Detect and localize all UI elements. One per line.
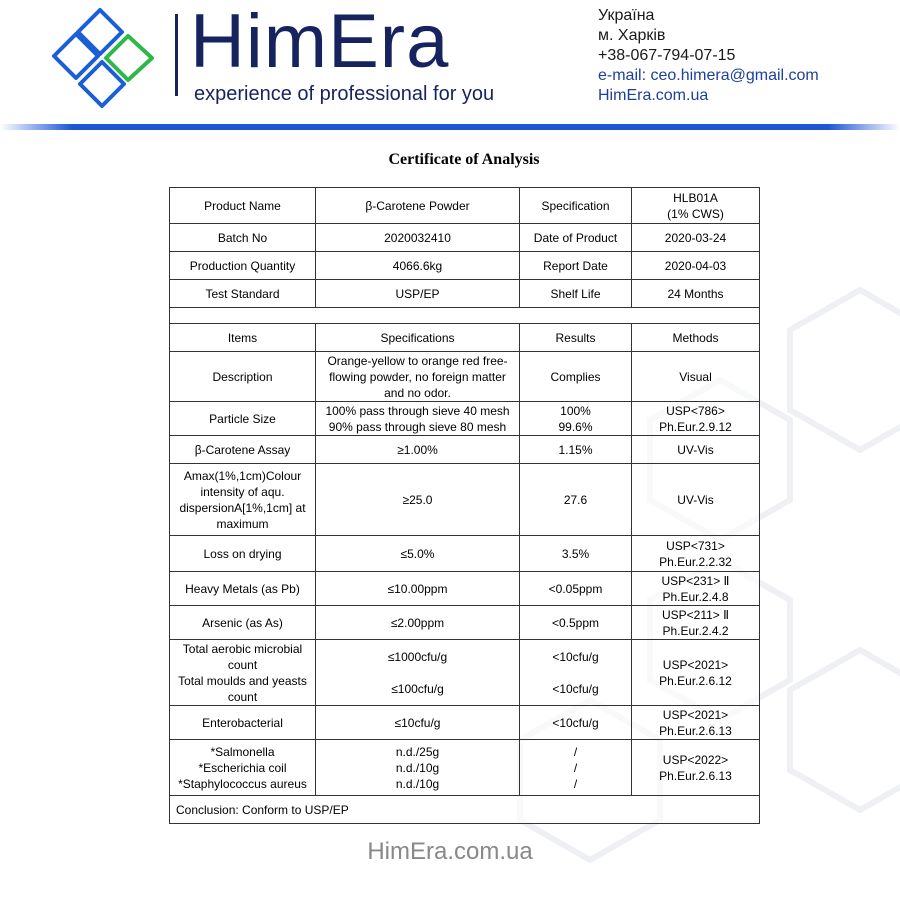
spec-cell-line: n.d./10g xyxy=(395,776,440,791)
contact-email-link[interactable]: e-mail: ceo.himera@gmail.com xyxy=(598,67,819,84)
himera-logo-icon xyxy=(48,6,158,108)
method-cell-line: USP<786> xyxy=(666,403,725,418)
item-cell xyxy=(170,402,316,436)
spec-cell-line: flowing powder, no foreign matter xyxy=(329,369,506,384)
item-cell xyxy=(170,572,316,606)
item-cell-line: Particle Size xyxy=(209,411,276,426)
info-row xyxy=(170,252,760,280)
spec-cell-line: ≤1000cfu/g xyxy=(387,649,448,664)
method-cell-line: USP<211> Ⅱ xyxy=(661,607,730,622)
method-cell-line: Ph.Eur.2.6.12 xyxy=(659,673,732,688)
result-cell xyxy=(520,740,632,796)
result-cell-line: <10cfu/g xyxy=(552,649,599,664)
method-cell-line: Ph.Eur.2.4.8 xyxy=(662,589,729,604)
document-title: Certificate of Analysis xyxy=(388,151,540,168)
shelf-life-label: Shelf Life xyxy=(520,280,632,308)
column-header-methods: Methods xyxy=(632,324,760,352)
spec-cell-line: and no odor. xyxy=(384,385,451,400)
result-cell xyxy=(520,352,632,402)
contact-city: м. Харків xyxy=(598,27,666,44)
test-standard-value: USP/EP xyxy=(316,280,520,308)
result-cell-line xyxy=(523,665,628,681)
method-cell-line: Ph.Eur.2.2.32 xyxy=(659,554,732,569)
conclusion-text: Conclusion: Conform to USP/EP xyxy=(170,796,760,824)
method-cell-line: UV-Vis xyxy=(677,492,714,507)
result-cell xyxy=(520,640,632,706)
spec-cell-line: n.d./10g xyxy=(395,760,440,775)
info-row xyxy=(170,280,760,308)
spec-cell-line: ≤10cfu/g xyxy=(394,715,441,730)
column-header-items: Items xyxy=(170,324,316,352)
analysis-row xyxy=(170,572,760,606)
method-cell xyxy=(632,740,760,796)
spec-cell-line: ≤2.00ppm xyxy=(390,615,445,630)
contact-country: Україна xyxy=(598,7,655,24)
item-cell xyxy=(170,436,316,464)
product-name-value: β-Carotene Powder xyxy=(316,188,520,224)
item-cell xyxy=(170,536,316,572)
result-cell-line: <10cfu/g xyxy=(552,715,599,730)
batch-value: 2020032410 xyxy=(316,224,520,252)
result-cell xyxy=(520,536,632,572)
analysis-row xyxy=(170,740,760,796)
spec-cell-line: 90% pass through sieve 80 mesh xyxy=(328,419,507,434)
result-cell-line: 99.6% xyxy=(558,419,593,434)
result-cell-line: / xyxy=(573,760,578,775)
result-cell xyxy=(520,402,632,436)
spec-cell xyxy=(316,606,520,640)
method-cell-line: USP<231> Ⅱ xyxy=(661,573,730,588)
spec-cell xyxy=(316,352,520,402)
analysis-row xyxy=(170,706,760,740)
method-cell-line: UV-Vis xyxy=(677,442,714,457)
method-cell xyxy=(632,402,760,436)
item-cell xyxy=(170,464,316,536)
spacer-cell xyxy=(170,308,760,324)
method-cell-line: USP<2021> xyxy=(662,657,729,672)
spec-cell xyxy=(316,706,520,740)
product-name-label: Product Name xyxy=(170,188,316,224)
spec-cell-line: Orange-yellow to orange red free- xyxy=(327,353,508,368)
contact-website-link[interactable]: HimEra.com.ua xyxy=(598,87,709,104)
item-cell-line: Total moulds and yeasts xyxy=(178,673,307,688)
result-cell xyxy=(520,464,632,536)
spec-cell xyxy=(316,740,520,796)
analysis-row xyxy=(170,606,760,640)
result-cell-line: / xyxy=(573,744,578,759)
item-cell-line: Description xyxy=(212,369,273,384)
item-cell xyxy=(170,706,316,740)
spec-cell xyxy=(316,464,520,536)
item-cell-line: *Staphylococcus aureus xyxy=(178,776,307,791)
item-cell-line: β-Carotene Assay xyxy=(194,442,291,457)
result-cell-line: 27.6 xyxy=(563,492,588,507)
item-cell xyxy=(170,740,316,796)
batch-label: Batch No xyxy=(170,224,316,252)
specification-line: HLB01A xyxy=(673,190,718,205)
header-rule xyxy=(0,124,900,130)
method-cell xyxy=(632,536,760,572)
method-cell xyxy=(632,640,760,706)
analysis-row xyxy=(170,536,760,572)
column-header-results: Results xyxy=(520,324,632,352)
item-cell-line: count xyxy=(227,657,258,672)
result-cell-line: Complies xyxy=(550,369,601,384)
date-of-product-label: Date of Product xyxy=(520,224,632,252)
item-cell-line: Arsenic (as As) xyxy=(202,615,283,630)
spec-cell-line: ≥1.00% xyxy=(397,442,438,457)
method-cell xyxy=(632,352,760,402)
column-header-specifications: Specifications xyxy=(316,324,520,352)
item-cell xyxy=(170,352,316,402)
spec-cell xyxy=(316,402,520,436)
method-cell xyxy=(632,606,760,640)
method-cell xyxy=(632,464,760,536)
spec-cell-line xyxy=(319,665,516,681)
report-date-value: 2020-04-03 xyxy=(632,252,760,280)
footer-website: HimEra.com.ua xyxy=(367,838,533,865)
coa-table xyxy=(169,187,760,824)
spec-cell-line: 100% pass through sieve 40 mesh xyxy=(325,403,510,418)
result-cell-line: <0.5ppm xyxy=(551,615,600,630)
brand-name: HimEra xyxy=(190,0,450,84)
contact-block xyxy=(598,6,819,106)
item-cell-line: *Salmonella xyxy=(210,744,275,759)
result-cell-line: <0.05ppm xyxy=(548,581,603,596)
item-cell-line: intensity of aqu. xyxy=(200,484,285,499)
result-cell-line: 1.15% xyxy=(558,442,593,457)
result-cell xyxy=(520,706,632,740)
contact-phone: +38-067-794-07-15 xyxy=(598,47,736,64)
item-cell-line: maximum xyxy=(216,516,269,531)
method-cell-line: USP<2021> xyxy=(662,707,729,722)
result-cell-line: 3.5% xyxy=(561,546,590,561)
column-header-row xyxy=(170,324,760,352)
spec-cell-line: ≤10.00ppm xyxy=(387,581,448,596)
specification-line: (1% CWS) xyxy=(667,206,724,221)
analysis-row xyxy=(170,464,760,536)
method-cell-line: Ph.Eur.2.6.13 xyxy=(659,768,732,783)
item-cell-line: Total aerobic microbial xyxy=(182,641,303,656)
method-cell xyxy=(632,436,760,464)
spec-cell-line: ≤100cfu/g xyxy=(391,681,444,696)
method-cell xyxy=(632,572,760,606)
date-of-product-value: 2020-03-24 xyxy=(632,224,760,252)
spec-cell-line: n.d./25g xyxy=(395,744,440,759)
analysis-row xyxy=(170,402,760,436)
conclusion-row xyxy=(170,796,760,824)
item-cell-line: Loss on drying xyxy=(203,546,282,561)
specification-value xyxy=(632,188,760,224)
item-cell-line: Amax(1%,1cm)Colour xyxy=(183,468,302,483)
item-cell-line: Heavy Metals (as Pb) xyxy=(185,581,300,596)
result-cell-line: 100% xyxy=(560,403,591,418)
spec-cell-line: ≤5.0% xyxy=(400,546,435,561)
result-cell-line: / xyxy=(573,776,578,791)
info-row xyxy=(170,188,760,224)
production-quantity-label: Production Quantity xyxy=(170,252,316,280)
item-cell-line: *Escherichia coil xyxy=(198,760,287,775)
header-divider xyxy=(175,14,178,96)
spec-cell xyxy=(316,640,520,706)
spec-cell xyxy=(316,572,520,606)
test-standard-label: Test Standard xyxy=(170,280,316,308)
item-cell-line: dispersionA[1%,1cm] at xyxy=(179,500,306,515)
method-cell-line: Visual xyxy=(679,369,712,384)
spec-cell-line: ≥25.0 xyxy=(402,492,433,507)
method-cell-line: USP<731> xyxy=(666,538,725,553)
brand-tagline: experience of professional for you xyxy=(194,83,495,105)
result-cell xyxy=(520,606,632,640)
spacer-row xyxy=(170,308,760,324)
report-date-label: Report Date xyxy=(520,252,632,280)
shelf-life-value: 24 Months xyxy=(632,280,760,308)
spec-cell xyxy=(316,536,520,572)
item-cell-line: Enterobacterial xyxy=(202,715,283,730)
spec-cell xyxy=(316,436,520,464)
method-cell xyxy=(632,706,760,740)
result-cell xyxy=(520,436,632,464)
analysis-row xyxy=(170,352,760,402)
result-cell xyxy=(520,572,632,606)
analysis-row xyxy=(170,640,760,706)
method-cell-line: USP<2022> xyxy=(662,752,729,767)
result-cell-line: <10cfu/g xyxy=(552,681,599,696)
info-row xyxy=(170,224,760,252)
item-cell xyxy=(170,606,316,640)
method-cell-line: Ph.Eur.2.4.2 xyxy=(662,623,729,638)
item-cell-line: count xyxy=(227,689,258,704)
analysis-row xyxy=(170,436,760,464)
item-cell xyxy=(170,640,316,706)
method-cell-line: Ph.Eur.2.6.13 xyxy=(659,723,732,738)
production-quantity-value: 4066.6kg xyxy=(316,252,520,280)
specification-label: Specification xyxy=(520,188,632,224)
method-cell-line: Ph.Eur.2.9.12 xyxy=(659,419,732,434)
